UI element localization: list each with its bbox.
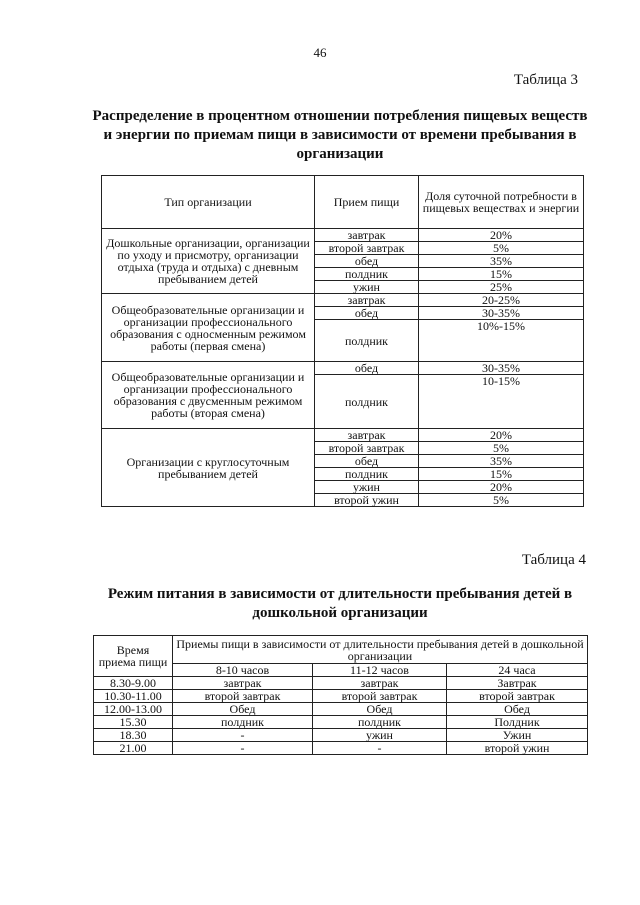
- table-row: [102, 294, 584, 307]
- table-row: [94, 729, 588, 742]
- meal: ужин: [315, 481, 419, 494]
- time-cell: 12.00-13.00: [94, 703, 173, 716]
- share-value: 25%: [419, 281, 584, 294]
- table-row: [102, 229, 584, 242]
- meal-cell: второй завтрак: [447, 690, 588, 703]
- column-header: Доля суточной потребности в пищевых веществах и энергии: [419, 176, 584, 229]
- share-value: 20%: [419, 429, 584, 442]
- meal: второй завтрак: [315, 442, 419, 455]
- organization-type: Дошкольные организации, организации по уходу и присмотру, организации отдыха (труда и отдыха) с дневным пребыванием детей: [102, 229, 315, 294]
- organization-type: Общеобразовательные организации и организации профессионального образования с односменным режимом работы (первая смена): [102, 294, 315, 362]
- share-value: 15%: [419, 468, 584, 481]
- duration-header: 8-10 часов: [173, 664, 313, 677]
- table-row: [102, 429, 584, 442]
- share-value: 20-25%: [419, 294, 584, 307]
- share-value: 30-35%: [419, 362, 584, 375]
- share-value: 10%-15%: [419, 320, 584, 362]
- page-number: 46: [313, 45, 327, 60]
- time-cell: 21.00: [94, 742, 173, 755]
- time-cell: 10.30-11.00: [94, 690, 173, 703]
- table4-title: Режим питания в зависимости от длительности пребывания детей в дошкольной организации: [107, 586, 573, 621]
- table-row: [94, 716, 588, 729]
- table-row: [94, 742, 588, 755]
- meal: завтрак: [315, 429, 419, 442]
- meal-cell: Обед: [173, 703, 313, 716]
- meal: второй ужин: [315, 494, 419, 507]
- organization-type: Общеобразовательные организации и организации профессионального образования с двусменным режимом работы (вторая смена): [102, 362, 315, 429]
- group-header: Приемы пищи в зависимости от длительности пребывания детей в дошкольной организации: [173, 636, 588, 664]
- time-cell: 15.30: [94, 716, 173, 729]
- meal: обед: [315, 255, 419, 268]
- meal-cell: второй ужин: [447, 742, 588, 755]
- meal-cell: -: [173, 742, 313, 755]
- meal-cell: завтрак: [173, 677, 313, 690]
- meal: завтрак: [315, 229, 419, 242]
- table-row: [94, 690, 588, 703]
- meal-cell: Ужин: [447, 729, 588, 742]
- column-header: Тип организации: [102, 176, 315, 229]
- meal-cell: Завтрак: [447, 677, 588, 690]
- meal-cell: ужин: [313, 729, 447, 742]
- table3-label: Таблица 3: [513, 72, 578, 88]
- table-row: [102, 362, 584, 375]
- duration-header: 24 часа: [447, 664, 588, 677]
- meal: обед: [315, 362, 419, 375]
- share-value: 15%: [419, 268, 584, 281]
- meal-cell: -: [173, 729, 313, 742]
- meal-cell: полдник: [313, 716, 447, 729]
- meal-cell: полдник: [173, 716, 313, 729]
- time-cell: 8.30-9.00: [94, 677, 173, 690]
- meal: завтрак: [315, 294, 419, 307]
- meal: обед: [315, 307, 419, 320]
- share-value: 10-15%: [419, 375, 584, 429]
- table4-header-row: [94, 636, 588, 664]
- meal-cell: завтрак: [313, 677, 447, 690]
- column-header: Прием пищи: [315, 176, 419, 229]
- share-value: 35%: [419, 255, 584, 268]
- share-value: 35%: [419, 455, 584, 468]
- meal: второй завтрак: [315, 242, 419, 255]
- meal-cell: Обед: [447, 703, 588, 716]
- share-value: 5%: [419, 442, 584, 455]
- table3-title: Распределение в процентном отношении потребления пищевых веществ и энергии по приемам пищи в зависимости от времени пребывания в организации: [92, 108, 588, 162]
- table3: [101, 175, 584, 507]
- share-value: 20%: [419, 481, 584, 494]
- share-value: 5%: [419, 242, 584, 255]
- table-row: [94, 677, 588, 690]
- meal: ужин: [315, 281, 419, 294]
- meal: полдник: [315, 375, 419, 429]
- table3-header-row: [102, 176, 584, 229]
- time-cell: 18.30: [94, 729, 173, 742]
- meal-cell: Обед: [313, 703, 447, 716]
- share-value: 30-35%: [419, 307, 584, 320]
- time-header: Время приема пищи: [94, 636, 173, 677]
- table-row: [94, 703, 588, 716]
- share-value: 20%: [419, 229, 584, 242]
- meal-cell: -: [313, 742, 447, 755]
- meal-cell: Полдник: [447, 716, 588, 729]
- meal: полдник: [315, 320, 419, 362]
- table4-label: Таблица 4: [521, 552, 586, 568]
- share-value: 5%: [419, 494, 584, 507]
- meal: обед: [315, 455, 419, 468]
- duration-header: 11-12 часов: [313, 664, 447, 677]
- meal-cell: второй завтрак: [313, 690, 447, 703]
- meal: полдник: [315, 468, 419, 481]
- organization-type: Организации с круглосуточным пребыванием детей: [102, 429, 315, 507]
- meal: полдник: [315, 268, 419, 281]
- meal-cell: второй завтрак: [173, 690, 313, 703]
- table4: [93, 635, 588, 755]
